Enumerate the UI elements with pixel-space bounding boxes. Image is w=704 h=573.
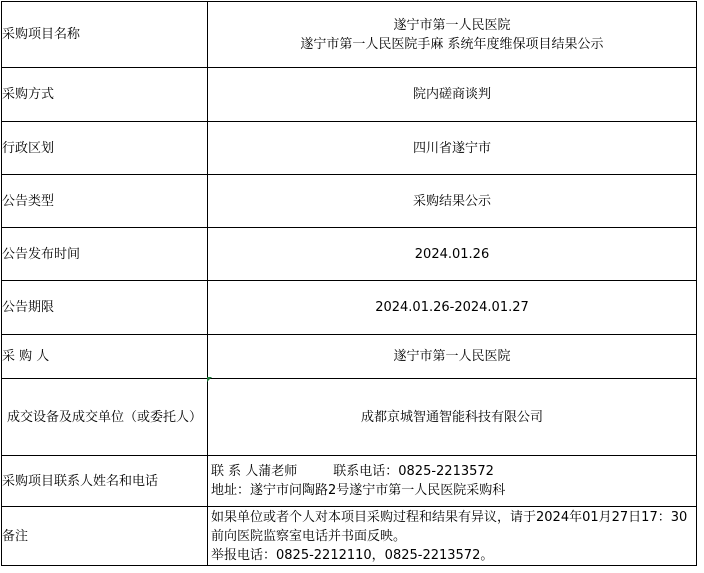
project-hospital-line: 遂宁市第一人民医院 [393,17,511,33]
row-remarks [2,507,697,566]
label-procurement-method: 采购方式 [2,68,208,122]
value-contact [208,456,697,507]
value-publish-date: 2024.01.26 [208,228,697,281]
value-winning-bidder: 成都京城智通智能科技有限公司 [208,379,697,456]
label-winning-bidder: 成交设备及成交单位（或委托人） [2,379,208,456]
row-procurement-method [2,68,697,122]
remarks-report-phone: 举报电话：0825-2212110，0825-2213572。 [211,547,494,563]
cell-comment-marker [207,377,212,382]
row-contact [2,456,697,507]
label-remarks: 备注 [2,507,208,566]
row-winning-bidder [2,379,697,456]
row-purchaser [2,335,697,379]
row-notice-period [2,281,697,335]
value-project-name [208,2,697,68]
value-admin-region: 四川省遂宁市 [208,122,697,175]
value-notice-type: 采购结果公示 [208,175,697,228]
contact-phone: 联系电话：0825-2213572 [333,464,494,479]
value-procurement-method: 院内磋商谈判 [208,68,697,122]
label-notice-type: 公告类型 [2,175,208,228]
contact-name: 联 系 人蒲老师 [211,464,298,479]
label-contact: 采购项目联系人姓名和电话 [2,456,208,507]
announcement-table [1,1,697,566]
contact-line [211,462,694,481]
project-title-line: 遂宁市第一人民医院手麻 系统年度维保项目结果公示 [300,36,604,52]
label-admin-region: 行政区划 [2,122,208,175]
value-remarks [208,507,697,566]
row-publish-date [2,228,697,281]
value-notice-period: 2024.01.26-2024.01.27 [208,281,697,335]
contact-address: 地址：遂宁市问陶路2号遂宁市第一人民医院采购科 [211,483,506,498]
label-purchaser: 采 购 人 [2,335,208,379]
label-notice-period: 公告期限 [2,281,208,335]
row-admin-region [2,122,697,175]
row-project-name [2,2,697,68]
value-purchaser: 遂宁市第一人民医院 [208,335,697,379]
label-publish-date: 公告发布时间 [2,228,208,281]
row-notice-type [2,175,697,228]
remarks-objection-text: 如果单位或者个人对本项目采购过程和结果有异议，请于2024年01月27日17：30前向医院监察室电话并书面反映。 [211,509,688,544]
label-project-name: 采购项目名称 [2,2,208,68]
